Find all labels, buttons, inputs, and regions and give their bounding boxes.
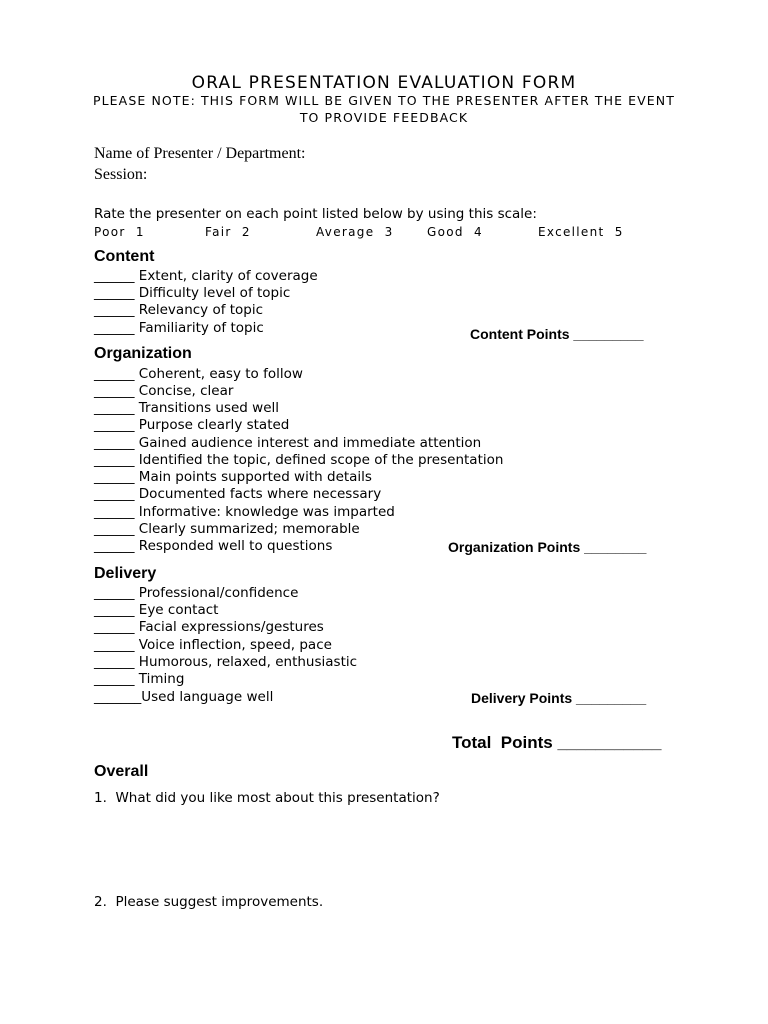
organization-item: ______ Documented facts where necessary bbox=[94, 486, 382, 502]
scale-fair: Fair 2 bbox=[205, 225, 251, 239]
content-points-label: Content Points _________ bbox=[470, 326, 644, 342]
organization-item: ______ Identified the topic, defined scope of the presentation bbox=[94, 452, 504, 468]
organization-item: ______ Clearly summarized; memorable bbox=[94, 521, 360, 537]
presenter-department-label: Name of Presenter / Department: bbox=[94, 145, 306, 162]
question-improvements: 2. Please suggest improvements. bbox=[94, 894, 324, 910]
form-note-line-1: PLEASE NOTE: THIS FORM WILL BE GIVEN TO THE PRESENTER AFTER THE EVENT bbox=[92, 93, 675, 108]
session-label: Session: bbox=[94, 166, 148, 183]
delivery-item: ______ Voice inflection, speed, pace bbox=[94, 637, 332, 653]
scale-poor: Poor 1 bbox=[94, 225, 145, 239]
scale-good: Good 4 bbox=[427, 225, 483, 239]
delivery-item: ______ Professional/confidence bbox=[94, 585, 299, 601]
organization-item: ______ Coherent, easy to follow bbox=[94, 366, 303, 382]
organization-item: ______ Informative: knowledge was imparted bbox=[94, 504, 395, 520]
organization-item: ______ Concise, clear bbox=[94, 383, 234, 399]
delivery-points-label: Delivery Points _________ bbox=[471, 690, 647, 706]
delivery-heading: Delivery bbox=[94, 565, 157, 582]
organization-item: ______ Responded well to questions bbox=[94, 538, 333, 554]
organization-item: ______ Main points supported with details bbox=[94, 469, 372, 485]
overall-heading: Overall bbox=[94, 763, 149, 780]
scale-excellent: Excellent 5 bbox=[538, 225, 624, 239]
content-item: ______ Relevancy of topic bbox=[94, 302, 264, 318]
total-points-label: Total Points ___________ bbox=[452, 733, 662, 752]
question-most-liked: 1. What did you like most about this presentation? bbox=[94, 790, 440, 806]
content-item: ______ Difficulty level of topic bbox=[94, 285, 291, 301]
scale-average: Average 3 bbox=[316, 225, 394, 239]
delivery-item: ______ Eye contact bbox=[94, 602, 219, 618]
organization-item: ______ Gained audience interest and immediate attention bbox=[94, 435, 482, 451]
organization-points-label: Organization Points ________ bbox=[448, 539, 647, 555]
delivery-item: ______ Facial expressions/gestures bbox=[94, 619, 324, 635]
content-item: ______ Extent, clarity of coverage bbox=[94, 268, 318, 284]
delivery-item: _______Used language well bbox=[94, 689, 274, 705]
content-heading: Content bbox=[94, 248, 155, 265]
organization-heading: Organization bbox=[94, 345, 192, 362]
delivery-item: ______ Humorous, relaxed, enthusiastic bbox=[94, 654, 358, 670]
form-note-line-2: TO PROVIDE FEEDBACK bbox=[299, 110, 469, 125]
form-title: ORAL PRESENTATION EVALUATION FORM bbox=[191, 73, 577, 93]
content-item: ______ Familiarity of topic bbox=[94, 320, 264, 336]
organization-item: ______ Transitions used well bbox=[94, 400, 280, 416]
delivery-item: ______ Timing bbox=[94, 671, 185, 687]
rating-instruction: Rate the presenter on each point listed below by using this scale: bbox=[94, 206, 537, 222]
organization-item: ______ Purpose clearly stated bbox=[94, 417, 290, 433]
